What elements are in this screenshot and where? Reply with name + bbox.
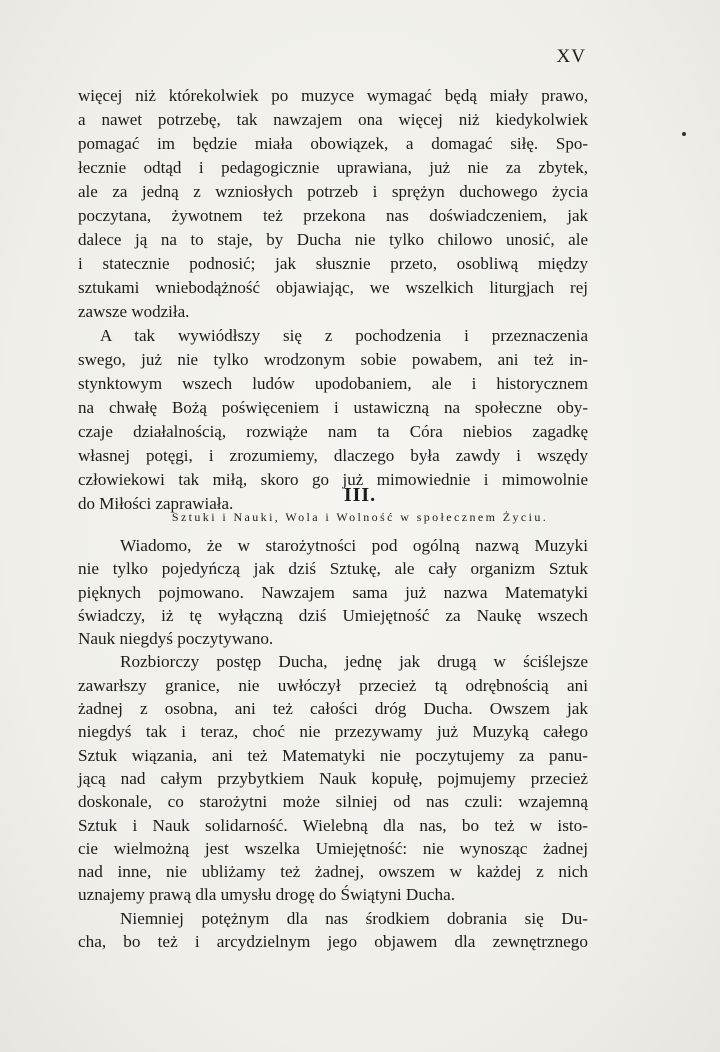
text-line: niegdyś tak i teraz, choć nie przezywamy już Muzyką całego (78, 722, 588, 742)
text-line: zawarłszy granice, nie uwłóczył przecież tą odrębnością ani (78, 675, 588, 695)
text-line: jącą nad całym przybytkiem Nauk kopułę, pojmujemy przecież (78, 768, 588, 788)
text-block-before-section (78, 84, 588, 516)
text-line: i statecznie podnosić; jak słusznie przeto, osobliwą między (78, 254, 588, 273)
text-line: swego, już nie tylko wrodzonym sobie powabem, ani też in- (78, 350, 588, 369)
text-line: uznajemy prawą dla umysłu drogę do Świątyni Ducha. (78, 885, 456, 905)
text-line: na chwałę Bożą poświęceniem i ustawiczną na społeczne oby- (78, 398, 588, 417)
page-number: XV (556, 46, 586, 67)
text-line: poczytana, żywotnem też przekona nas doświadczeniem, jak (78, 206, 588, 225)
text-line: pomagać im będzie miała obowiązek, a domagać siłę. Spo- (78, 134, 588, 153)
text-line: łecznie odtąd i pedagogicznie uprawiana, już nie za zbytek, (78, 158, 588, 177)
text-line: Wiadomo, że w starożytności pod ogólną nazwą Muzyki (120, 536, 588, 555)
text-line: Sztuk i Nauk solidarność. Wielebną dla nas, bo też w isto- (78, 815, 588, 835)
section-subtitle: Sztuki i Nauki, Wola i Wolność w społecznem Życiu. (171, 510, 549, 524)
text-line: sztukami wniebodążność objawiając, we wszelkich liturgjach rej (78, 278, 588, 297)
text-line: doskonale, co starożytni może silniej od nas czuli: wzajemną (78, 792, 588, 812)
text-line: zawsze wodziła. (78, 302, 190, 321)
margin-dot (682, 132, 686, 136)
text-line: cie wielmożną jest wszelka Umiejętność: nie wynosząc żadnej (78, 838, 588, 858)
text-line: nie tylko pojedyńczą jak dziś Sztukę, ale cały organizm Sztuk (78, 559, 588, 579)
text-line: żadnej z osobna, ani też całości dróg Ducha. Owszem jak (78, 699, 588, 719)
text-line: Sztuk wiązania, ani też Matematyki nie poczytujemy za panu- (78, 745, 588, 765)
text-line: Rozbiorczy postęp Ducha, jednę jak drugą w ściślejsze (120, 652, 588, 672)
text-line: pięknych pojmowano. Nawzajem sama już nazwa Matematyki (78, 582, 588, 602)
text-line: własnej potęgi, i zrozumiemy, dlaczego była zawdy i wszędy (78, 446, 588, 465)
text-line: do Miłości zaprawiała. (78, 494, 234, 513)
section-numeral: III. (343, 484, 377, 506)
text-line: ale za jedną z wzniosłych potrzeb i sprężyn duchowego życia (78, 182, 588, 201)
text-line: czaje działalnością, rozwiąże nam ta Córa niebios zagadkę (78, 422, 588, 441)
text-line: dalece ją na to staje, by Ducha nie tylko chilowo unosić, ale (78, 230, 588, 249)
text-line: Niemniej potężnym dla nas środkiem dobrania się Du- (120, 908, 588, 928)
text-line: Nauk niegdyś poczytywano. (78, 629, 274, 649)
text-line: człowiekowi tak miłą, skoro go już mimowiednie i mimowolnie (78, 470, 588, 489)
text-line: stynktowym wszech ludów upodobaniem, ale i historycznem (78, 374, 588, 393)
text-line: cha, bo też i arcydzielnym jego objawem dla zewnętrznego (78, 932, 588, 952)
text-line: nad inne, nie ubliżamy też żadnej, owszem w każdej z nich (78, 862, 588, 882)
text-block-after-section (78, 534, 588, 953)
text-line: a nawet potrzebę, tak nawzajem ona więcej niż kiedykolwiek (78, 110, 588, 129)
text-line: świadczy, iż tę wyłączną dziś Umiejętność za Naukę wszech (78, 605, 588, 625)
text-line: A tak wywiódłszy się z pochodzenia i przeznaczenia (100, 326, 588, 345)
text-line: więcej niż którekolwiek po muzyce wymagać będą miały prawo, (78, 86, 588, 105)
